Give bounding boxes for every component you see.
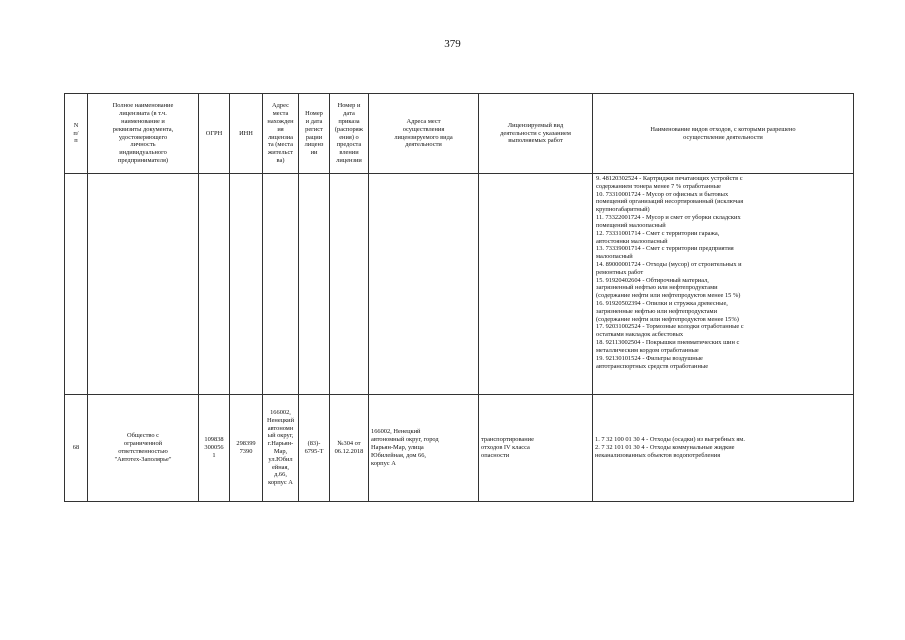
text-line: 300056 <box>204 444 224 452</box>
text-line: 17. 92031002524 - Тормозные колодки отработанные с <box>596 323 744 331</box>
text-line: 11. 73322001724 - Мусор и смет от уборки складских <box>596 214 741 222</box>
cell-place <box>369 395 479 502</box>
text-line: Адрес <box>272 102 289 110</box>
text-line: регист <box>305 125 323 133</box>
text-line: ва) <box>276 156 285 164</box>
page-number: 379 <box>444 38 461 50</box>
text-line: лицензиа <box>267 133 294 141</box>
header-activity <box>479 94 593 174</box>
text-line: (содержание нефти или нефтепродуктов менее 15 %) <box>596 292 741 300</box>
text-line: №304 от <box>337 440 361 448</box>
text-line: Мар, <box>273 448 288 455</box>
cont-cell-ogrn <box>199 174 230 395</box>
cont-cell-activity <box>479 174 593 395</box>
text-line: ии <box>310 149 318 157</box>
text-line: п/ <box>73 129 79 137</box>
text-line: удостоверяющего <box>118 133 168 141</box>
text-line: Ненецкий <box>266 416 295 424</box>
header-order <box>330 94 369 174</box>
cell-ogrn <box>199 395 230 502</box>
text-line: наименование и <box>121 117 165 125</box>
text-line: 1 <box>212 451 216 459</box>
text-line: крупногабаритный) <box>596 206 650 214</box>
text-line: автотранспортных средств отработанные <box>596 362 709 370</box>
cont-cell-name <box>88 174 199 395</box>
text-line: личность <box>130 141 156 149</box>
text-line: г.Нарьян- <box>267 440 294 448</box>
cell-inn <box>230 395 263 502</box>
text-line: предоста <box>336 141 362 149</box>
text-line: Полное наименование <box>112 102 174 110</box>
header-inn <box>230 94 263 174</box>
text-line: 9. 48120302524 - Картриджи печатающих устройств с <box>596 175 743 182</box>
cont-cell-license <box>299 174 330 395</box>
text-line: 06.12.2018 <box>334 448 364 455</box>
text-line: 18. 92113002504 - Покрышки пневматических шин с <box>596 339 740 347</box>
text-line: места <box>272 110 289 118</box>
text-line: рации <box>305 133 323 141</box>
text-line: металлическим кордом отработанные <box>596 346 699 354</box>
text-line: деятельности с указанием <box>500 129 571 137</box>
text-line: загрязненные нефтью или нефтепродуктами <box>596 307 718 315</box>
text-line: ия <box>277 125 284 133</box>
text-line: "Автотех-Заполярье" <box>114 455 172 463</box>
text-line: 12. 73331001714 - Смет с территории гаража, <box>596 229 720 237</box>
text-line: транспортирование <box>481 436 534 444</box>
text-line: д.66, <box>274 471 287 479</box>
text-line: Номер и <box>337 102 361 110</box>
text-line: корпус А <box>371 459 396 467</box>
text-line: корпус А <box>268 479 293 487</box>
text-line: лицензии <box>336 156 362 164</box>
text-line: автономный округ, город <box>371 436 439 444</box>
text-line: ул.Юбил <box>268 455 293 463</box>
text-line: реквизиты документа, <box>112 125 174 133</box>
text-line: помещений малоопасный <box>596 221 666 229</box>
text-line: дата <box>343 110 355 118</box>
header-license <box>299 94 330 174</box>
text-line: 68 <box>72 444 80 452</box>
text-line: (содержание нефти или нефтепродуктов менее 15%) <box>596 315 739 323</box>
text-line: выполняемых работ <box>508 137 563 145</box>
text-line: 13. 73339001714 - Смет с территории предприятия <box>596 245 734 253</box>
header-ogrn <box>199 94 230 174</box>
text-line: 298399 <box>236 440 256 448</box>
cont-cell-inn <box>230 174 263 395</box>
text-line: Адреса мест <box>406 117 441 125</box>
cell-waste <box>593 395 854 502</box>
text-line: малоопасный <box>596 253 633 261</box>
text-line: осуществление деятельности <box>683 133 763 141</box>
text-line: ейная, <box>271 463 290 471</box>
text-line: (распоряж <box>334 125 364 133</box>
text-line: остатками накладок асбестовых <box>596 331 684 339</box>
cell-name <box>88 395 199 502</box>
text-line: Общество с <box>126 432 160 440</box>
text-line: Наименование видов отходов, с которыми разрешено <box>650 125 796 133</box>
header-num <box>65 94 88 174</box>
text-line: ремонтных работ <box>596 268 644 276</box>
text-line: и дата <box>305 117 323 125</box>
text-line: ения) о <box>339 133 359 141</box>
text-line: ограниченной <box>123 440 163 448</box>
text-line: 16. 91920502394 - Опилки и стружка древесные, <box>596 300 728 307</box>
cont-cell-num <box>65 174 88 395</box>
text-line: N <box>73 121 79 129</box>
text-line: 166002, Ненецкий <box>371 428 421 436</box>
text-line: ОГРН <box>205 129 223 137</box>
text-line: 2. 7 32 101 01 30 4 - Отходы коммунальные жидкие <box>595 444 735 452</box>
header-waste <box>593 94 854 174</box>
text-line: Номер <box>305 110 323 118</box>
text-line: ответственностью <box>118 448 168 455</box>
cell-license <box>299 395 330 502</box>
text-line: 19. 92130101524 - Фильтры воздушные <box>596 354 703 362</box>
text-line: ый округ, <box>267 432 294 440</box>
text-line: влении <box>339 149 359 157</box>
header-place <box>369 94 479 174</box>
cell-num <box>65 395 88 502</box>
text-line: автостоянки малоопасный <box>596 237 668 245</box>
text-line: приказа <box>338 117 360 125</box>
cont-cell-order <box>330 174 369 395</box>
text-line: Лицензируемый вид <box>507 121 564 129</box>
text-line: помещений организаций несортированный (исключая <box>596 198 744 206</box>
cell-address <box>263 395 299 502</box>
text-line: загрязненный нефтью или нефтепродуктами <box>596 284 718 292</box>
text-line: 109838 <box>204 436 224 444</box>
text-line: 166002, <box>270 408 291 416</box>
text-line: ИНН <box>239 129 253 137</box>
cell-order <box>330 395 369 502</box>
text-line: лицензируемого вида <box>394 133 453 141</box>
text-line: предпринимателя) <box>117 156 169 164</box>
text-line: (83)- <box>307 440 321 448</box>
header-name <box>88 94 199 174</box>
text-line: 6795-Т <box>304 448 324 455</box>
cont-cell-place <box>369 174 479 395</box>
text-line: Нарьян-Мар, улица <box>371 444 424 452</box>
text-line: индивидуального <box>119 149 167 157</box>
license-registry-table <box>64 93 854 502</box>
text-line: автономн <box>267 424 294 432</box>
text-line: отходов IV класса <box>481 444 530 452</box>
text-line: 7390 <box>239 448 253 455</box>
text-line: лиценз <box>304 141 324 149</box>
cont-cell-waste <box>593 174 854 395</box>
text-line: 15. 91920402604 - Обтирочный материал, <box>596 276 709 284</box>
text-line: п <box>74 137 78 145</box>
cont-cell-address <box>263 174 299 395</box>
header-address <box>263 94 299 174</box>
text-line: жительст <box>267 149 294 157</box>
text-line: неканализованных объектов водопотребления <box>595 451 721 459</box>
header-row <box>65 94 854 174</box>
text-line: содержанием тонера менее 7 % отработанные <box>596 182 721 190</box>
table-row <box>65 395 854 502</box>
text-line: лицензиата (в т.ч. <box>119 110 167 118</box>
text-line: Юбилейная, дом 66, <box>371 451 427 459</box>
text-line: 1. 7 32 100 01 30 4 - Отходы (осадки) из выгребных ям. <box>595 436 745 444</box>
text-line: осуществления <box>402 125 445 133</box>
continuation-row <box>65 174 854 395</box>
cell-activity <box>479 395 593 502</box>
text-line: деятельности <box>405 141 442 149</box>
text-line: 10. 73310001724 - Мусор от офисных и бытовых <box>596 190 729 198</box>
text-line: нахожден <box>267 117 294 125</box>
text-line: та (места <box>267 141 294 149</box>
text-line: 14. 89000001724 - Отходы (мусор) от строительных и <box>596 260 742 268</box>
text-line: опасности <box>481 451 510 459</box>
